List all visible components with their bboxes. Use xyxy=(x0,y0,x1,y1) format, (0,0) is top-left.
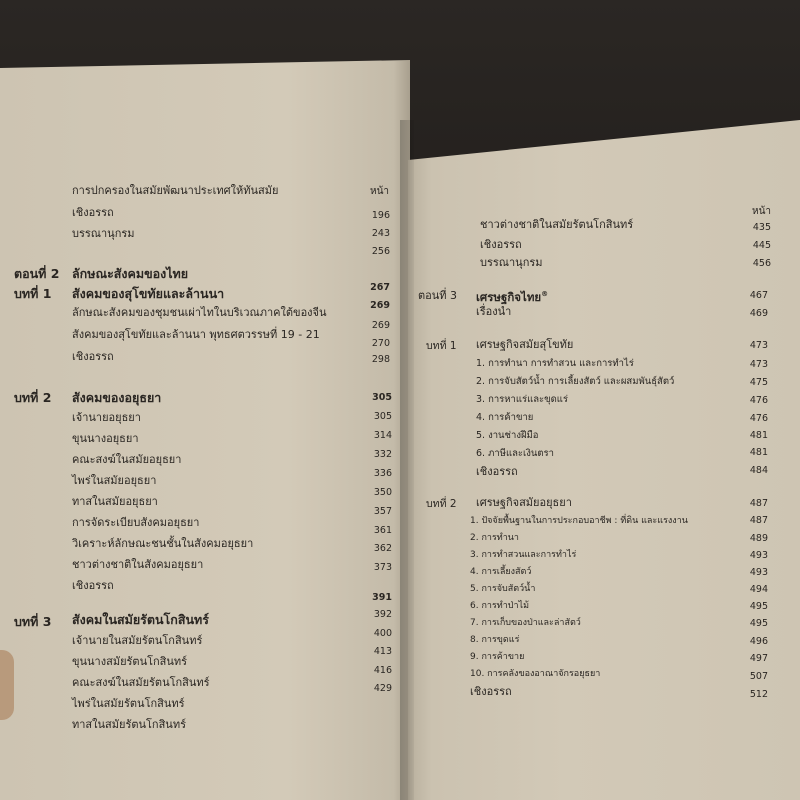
chapter-label: บทที่ 2 xyxy=(14,390,52,405)
thumb xyxy=(0,650,14,720)
toc-entry: 5. งานช่างฝีมือ xyxy=(476,430,539,441)
toc-page-number: 298 xyxy=(371,354,390,365)
toc-page-number: 473 xyxy=(749,340,768,351)
toc-page-number: 456 xyxy=(752,258,771,269)
toc-page-number: 476 xyxy=(749,413,768,424)
toc-page-number: 305 xyxy=(373,411,392,422)
toc-entry: ทาสในสมัยอยุธยา xyxy=(72,495,158,508)
toc-page-number: 392 xyxy=(373,609,392,620)
toc-entry: 10. การคลังของอาณาจักรอยุธยา xyxy=(470,669,601,679)
toc-page-number: 494 xyxy=(749,584,768,595)
toc-page-number: 435 xyxy=(752,222,771,233)
toc-entry: ลักษณะสังคมของชุมชนเผ่าไทในบริเวณภาคใต้ของจีน xyxy=(72,306,327,319)
toc-page-number: 495 xyxy=(749,618,768,629)
toc-page-number: 400 xyxy=(373,628,392,639)
toc-entry: เจ้านายในสมัยรัตนโกสินทร์ xyxy=(72,634,203,647)
toc-entry: เชิงอรรถ xyxy=(476,465,518,478)
book-gutter xyxy=(400,120,414,800)
toc-page-number: 269 xyxy=(371,320,390,331)
toc-entry: 7. การเก็บของป่าและล่าสัตว์ xyxy=(470,618,581,628)
toc-page-number: 496 xyxy=(749,636,768,647)
part-label: ตอนที่ 2 xyxy=(14,266,60,281)
toc-entry: เชิงอรรถ xyxy=(470,685,512,698)
chapter-label: บทที่ 1 xyxy=(14,286,52,301)
toc-entry: 5. การจับสัตว์น้ำ xyxy=(470,584,536,594)
chapter-label: บทที่ 2 xyxy=(426,498,457,510)
toc-page-number: 243 xyxy=(371,228,390,239)
toc-page-number: 270 xyxy=(371,338,390,349)
toc-page-number: 512 xyxy=(749,689,768,700)
toc-entry: 9. การค้าขาย xyxy=(470,652,525,662)
toc-page-number: 445 xyxy=(752,240,771,251)
toc-entry: เรื่องนำ xyxy=(476,305,512,318)
toc-entry: บรรณานุกรม xyxy=(480,256,543,269)
toc-entry: 6. ภาษีและเงินตรา xyxy=(476,448,554,459)
part-label: ตอนที่ 3 xyxy=(418,289,458,302)
toc-page-number: 467 xyxy=(749,290,768,301)
toc-entry: 3. การทำสวนและการทำไร่ xyxy=(470,550,577,560)
toc-entry: 4. การเลี้ยงสัตว์ xyxy=(470,567,532,577)
page-column-label: หน้า xyxy=(370,186,390,197)
toc-entry: ขุนนางอยุธยา xyxy=(72,432,139,445)
toc-entry: คณะสงฆ์ในสมัยอยุธยา xyxy=(72,453,182,466)
toc-entry: เชิงอรรถ xyxy=(72,206,114,219)
toc-page-number: 473 xyxy=(749,359,768,370)
part-title-text: เศรษฐกิจไทย xyxy=(476,289,542,304)
toc-page-number: 493 xyxy=(749,567,768,578)
toc-entry: ชาวต่างชาติในสมัยรัตนโกสินทร์ xyxy=(480,218,634,231)
toc-entry: ไพร่ในสมัยรัตนโกสินทร์ xyxy=(72,697,185,710)
toc-entry: ทาสในสมัยรัตนโกสินทร์ xyxy=(72,718,186,731)
toc-page-number: 362 xyxy=(373,543,392,554)
toc-page-number: 487 xyxy=(749,515,768,526)
toc-page-number: 495 xyxy=(749,601,768,612)
toc-page-number: 373 xyxy=(373,562,392,573)
toc-entry: เจ้านายอยุธยา xyxy=(72,411,141,424)
chapter-title: สังคมในสมัยรัตนโกสินทร์ xyxy=(72,612,209,627)
toc-page-number: 305 xyxy=(372,392,392,403)
toc-page-number: 256 xyxy=(371,246,390,257)
chapter-title: สังคมของอยุธยา xyxy=(72,390,162,405)
toc-page-number: 357 xyxy=(373,506,392,517)
toc-entry: การปกครองในสมัยพัฒนาประเทศให้ทันสมัย xyxy=(72,184,279,197)
chapter-title: เศรษฐกิจสมัยอยุธยา xyxy=(476,496,572,509)
toc-entry: สังคมของสุโขทัยและล้านนา พุทธศตวรรษที่ 19 - 21 xyxy=(72,328,320,341)
chapter-title: สังคมของสุโขทัยและล้านนา xyxy=(72,286,225,301)
toc-entry: การจัดระเบียบสังคมอยุธยา xyxy=(72,516,200,529)
toc-entry: เชิงอรรถ xyxy=(480,238,522,251)
chapter-label: บทที่ 3 xyxy=(14,614,52,629)
toc-entry: 1. การทำนา การทำสวน และการทำไร่ xyxy=(476,358,634,369)
chapter-label: บทที่ 1 xyxy=(426,340,457,352)
part-title xyxy=(476,286,548,305)
toc-page-number: 481 xyxy=(749,447,768,458)
toc-page-number: 413 xyxy=(373,646,392,657)
toc-entry: วิเคราะห์ลักษณะชนชั้นในสังคมอยุธยา xyxy=(72,537,254,550)
toc-entry: ชาวต่างชาติในสังคมอยุธยา xyxy=(72,558,204,571)
chapter-title: เศรษฐกิจสมัยสุโขทัย xyxy=(476,338,574,351)
toc-page-number: 332 xyxy=(373,449,392,460)
toc-entry: ไพร่ในสมัยอยุธยา xyxy=(72,474,157,487)
toc-page-number: 476 xyxy=(749,395,768,406)
page-column-label: หน้า xyxy=(752,206,772,217)
toc-page-number: 507 xyxy=(749,671,768,682)
toc-entry: 2. การจับสัตว์น้ำ การเลี้ยงสัตว์ และผสมพันธุ์สัตว์ xyxy=(476,376,675,387)
toc-page-number: 429 xyxy=(373,683,392,694)
toc-entry: 8. การขุดแร่ xyxy=(470,635,520,645)
toc-page-number: 196 xyxy=(371,210,390,221)
toc-page-number: 267 xyxy=(370,282,390,293)
toc-page-number: 361 xyxy=(373,525,392,536)
toc-page-number: 489 xyxy=(749,533,768,544)
toc-page-number: 336 xyxy=(373,468,392,479)
toc-page-number: 269 xyxy=(370,300,390,311)
toc-entry: 4. การค้าขาย xyxy=(476,412,534,423)
toc-page-number: 484 xyxy=(749,465,768,476)
toc-page-number: 481 xyxy=(749,430,768,441)
registered-mark: ® xyxy=(541,290,549,298)
part-title: ลักษณะสังคมของไทย xyxy=(72,266,189,281)
toc-entry: เชิงอรรถ xyxy=(72,350,114,363)
toc-page-number: 497 xyxy=(749,653,768,664)
toc-page-number: 469 xyxy=(749,308,768,319)
toc-entry: 6. การทำป่าไม้ xyxy=(470,601,529,611)
toc-entry: 2. การทำนา xyxy=(470,533,519,543)
toc-page-number: 475 xyxy=(749,377,768,388)
toc-page-number: 487 xyxy=(749,498,768,509)
toc-page-number: 314 xyxy=(373,430,392,441)
toc-entry: 3. การหาแร่และขุดแร่ xyxy=(476,394,569,405)
toc-entry: คณะสงฆ์ในสมัยรัตนโกสินทร์ xyxy=(72,676,210,689)
toc-page-number: 416 xyxy=(373,665,392,676)
toc-entry: บรรณานุกรม xyxy=(72,227,135,240)
toc-entry: ขุนนางสมัยรัตนโกสินทร์ xyxy=(72,655,188,668)
toc-page-number: 350 xyxy=(373,487,392,498)
toc-page-number: 391 xyxy=(372,592,392,603)
toc-entry: 1. ปัจจัยพื้นฐานในการประกอบอาชีพ : ที่ดิน และแรงงาน xyxy=(470,516,688,526)
toc-entry: เชิงอรรถ xyxy=(72,579,114,592)
toc-page-number: 493 xyxy=(749,550,768,561)
